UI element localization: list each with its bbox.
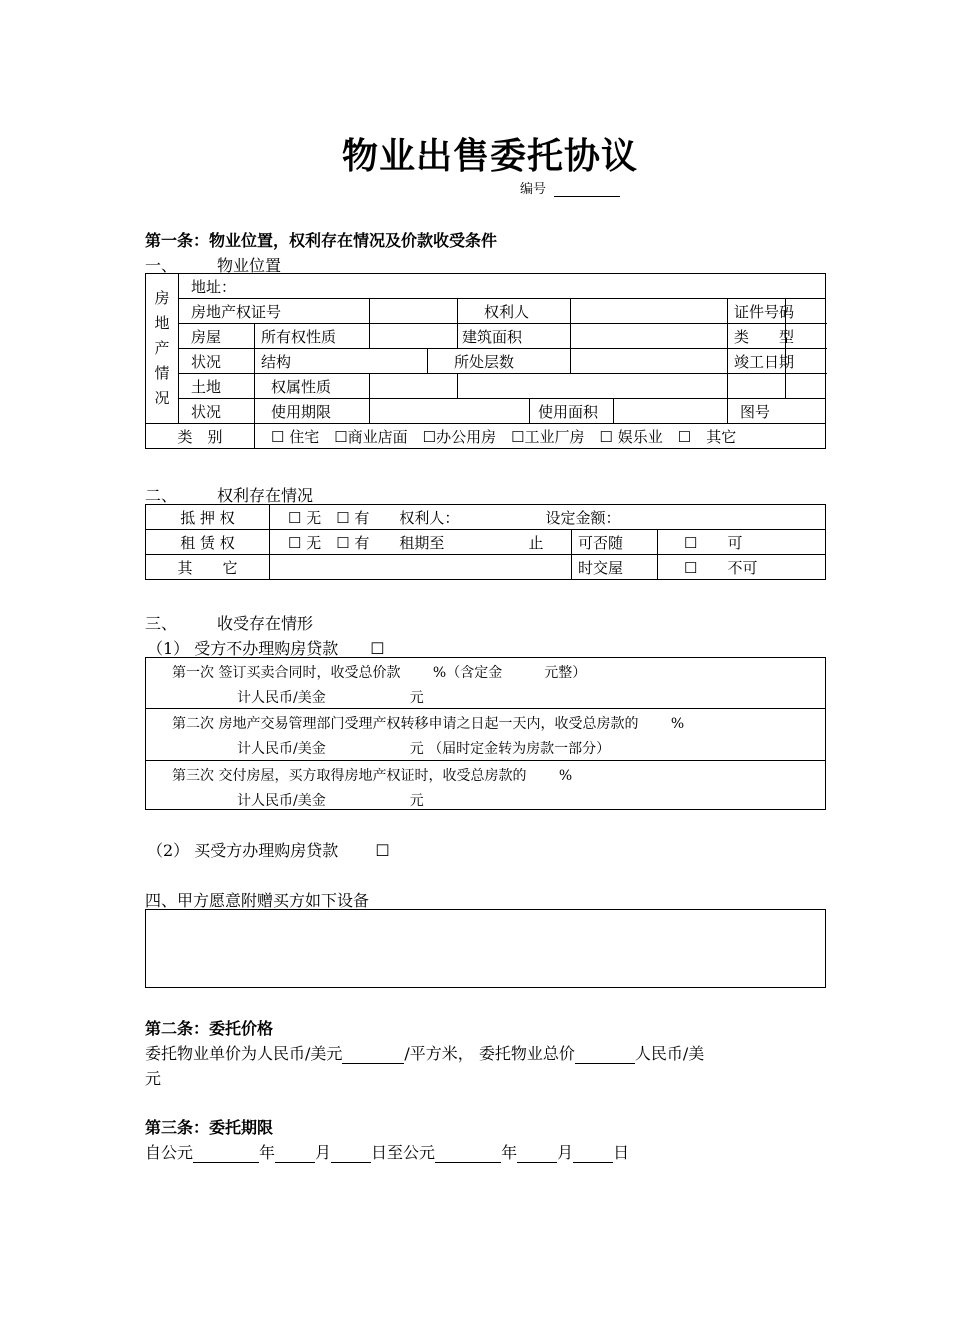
ownership-nature-field[interactable] bbox=[370, 324, 458, 349]
cert-no-label: 房地产权证号 bbox=[179, 299, 370, 324]
lease-options[interactable]: ☐ 无 ☐ 有 租期至 止 bbox=[270, 530, 572, 555]
total-price-field[interactable] bbox=[575, 1047, 635, 1064]
payment-3-line-2: 计人民币/美金 元 bbox=[237, 793, 424, 809]
article3-text: 自公元 年 月 日至公元 年 月 日 bbox=[145, 1143, 630, 1162]
article2-text: 委托物业单价为人民币/美元 /平方米， 委托物业总价 人民币/美 bbox=[145, 1044, 705, 1063]
hand-over-no[interactable]: ☐ 不可 bbox=[658, 555, 826, 580]
rights-table bbox=[145, 504, 826, 580]
start-day-field[interactable] bbox=[331, 1146, 371, 1163]
land-nature-label: 权属性质 bbox=[255, 374, 370, 399]
section3-title bbox=[145, 611, 313, 634]
land-nature-field[interactable] bbox=[370, 374, 458, 399]
start-month-field[interactable] bbox=[275, 1146, 315, 1163]
owner-label: 权利人 bbox=[458, 299, 571, 324]
land-status-label: 状况 bbox=[179, 399, 255, 424]
lease-label: 租 赁 权 bbox=[146, 530, 270, 555]
status-label: 状况 bbox=[179, 349, 255, 374]
article2-heading: 第二条：委托价格 bbox=[145, 1019, 274, 1038]
mortgage-label: 抵 押 权 bbox=[146, 505, 270, 530]
land-blank-field[interactable] bbox=[458, 374, 728, 399]
use-area-field[interactable] bbox=[614, 399, 728, 424]
house-label: 房屋 bbox=[179, 324, 255, 349]
id-no-label: 证件号码 bbox=[728, 299, 786, 324]
category-label: 类 别 bbox=[146, 424, 255, 449]
hand-over-label-1: 可否随 bbox=[572, 530, 658, 555]
floor-field[interactable] bbox=[571, 349, 728, 374]
owner-field[interactable] bbox=[571, 299, 728, 324]
doc-number-label: 编号 bbox=[520, 182, 547, 197]
mortgage-options[interactable]: ☐ 无 ☐ 有 权利人： 设定金额： bbox=[270, 505, 826, 530]
build-area-label: 建筑面积 bbox=[458, 324, 571, 349]
other-label: 其 它 bbox=[146, 555, 270, 580]
start-year-field[interactable] bbox=[193, 1146, 259, 1163]
address-field[interactable]: 地址： bbox=[179, 274, 826, 299]
loan-option[interactable]: （2） 买受方办理购房贷款 ☐ bbox=[147, 841, 390, 860]
payment-1-line-1: 第一次 签订买卖合同时，收受总价款 %（含定金 元整） bbox=[172, 665, 587, 681]
article3-heading: 第三条：委托期限 bbox=[145, 1118, 274, 1137]
map-no-label: 图号 bbox=[728, 399, 826, 424]
complete-date-label: 竣工日期 bbox=[728, 349, 786, 374]
land-blank-field-3[interactable] bbox=[786, 374, 826, 399]
structure-label: 结构 bbox=[255, 349, 428, 374]
section2-title bbox=[145, 483, 313, 506]
section1-number: 一、 bbox=[145, 256, 178, 275]
end-month-field[interactable] bbox=[517, 1146, 557, 1163]
other-field[interactable] bbox=[270, 555, 572, 580]
build-area-field[interactable] bbox=[571, 324, 728, 349]
use-term-field[interactable] bbox=[370, 399, 530, 424]
payment-2-line-1: 第二次 房地产交易管理部门受理产权转移申请之日起一天内，收受总房款的 % bbox=[172, 716, 685, 732]
article2-text-end: 元 bbox=[145, 1069, 162, 1088]
property-side-label: 房 地 产 情 况 bbox=[146, 274, 179, 424]
hand-over-yes[interactable]: ☐ 可 bbox=[658, 530, 826, 555]
end-day-field[interactable] bbox=[573, 1146, 613, 1163]
end-year-field[interactable] bbox=[435, 1146, 501, 1163]
property-table bbox=[145, 273, 826, 449]
equipment-box[interactable] bbox=[145, 909, 826, 988]
unit-price-field[interactable] bbox=[342, 1047, 404, 1064]
use-area-label: 使用面积 bbox=[530, 399, 614, 424]
category-options[interactable]: ☐ 住宅 ☐商业店面 ☐办公用房 ☐工业厂房 ☐ 娱乐业 ☐ 其它 bbox=[255, 424, 826, 449]
section2-label: 权利存在情况 bbox=[217, 486, 314, 505]
payment-3-line-1: 第三次 交付房屋，买方取得房地产权证时，收受总房款的 % bbox=[172, 768, 573, 784]
section2-number: 二、 bbox=[145, 486, 178, 505]
cert-no-field[interactable] bbox=[370, 299, 458, 324]
land-label: 土地 bbox=[179, 374, 255, 399]
section3-number: 三、 bbox=[145, 614, 178, 633]
ownership-nature-label: 所有权性质 bbox=[255, 324, 370, 349]
section1-label: 物业位置 bbox=[217, 256, 282, 275]
payment-1-line-2: 计人民币/美金 元 bbox=[237, 690, 424, 706]
floor-label: 所处层数 bbox=[428, 349, 571, 374]
land-blank-field-2[interactable] bbox=[728, 374, 786, 399]
hand-over-label-2: 时交屋 bbox=[572, 555, 658, 580]
doc-number-field[interactable] bbox=[554, 182, 620, 197]
no-loan-option[interactable]: （1） 受方不办理购房贷款 ☐ bbox=[147, 639, 385, 658]
page-title: 物业出售委托协议 bbox=[341, 135, 638, 177]
section3-label: 收受存在情形 bbox=[217, 614, 314, 633]
section4-title: 四、甲方愿意附赠买方如下设备 bbox=[145, 891, 370, 910]
type-label: 类 型 bbox=[728, 324, 786, 349]
doc-number bbox=[520, 178, 620, 197]
article1-heading: 第一条：物业位置，权利存在情况及价款收受条件 bbox=[145, 231, 498, 250]
use-term-label: 使用期限 bbox=[255, 399, 370, 424]
payment-2-line-2: 计人民币/美金 元 （届时定金转为房款一部分） bbox=[237, 741, 611, 757]
